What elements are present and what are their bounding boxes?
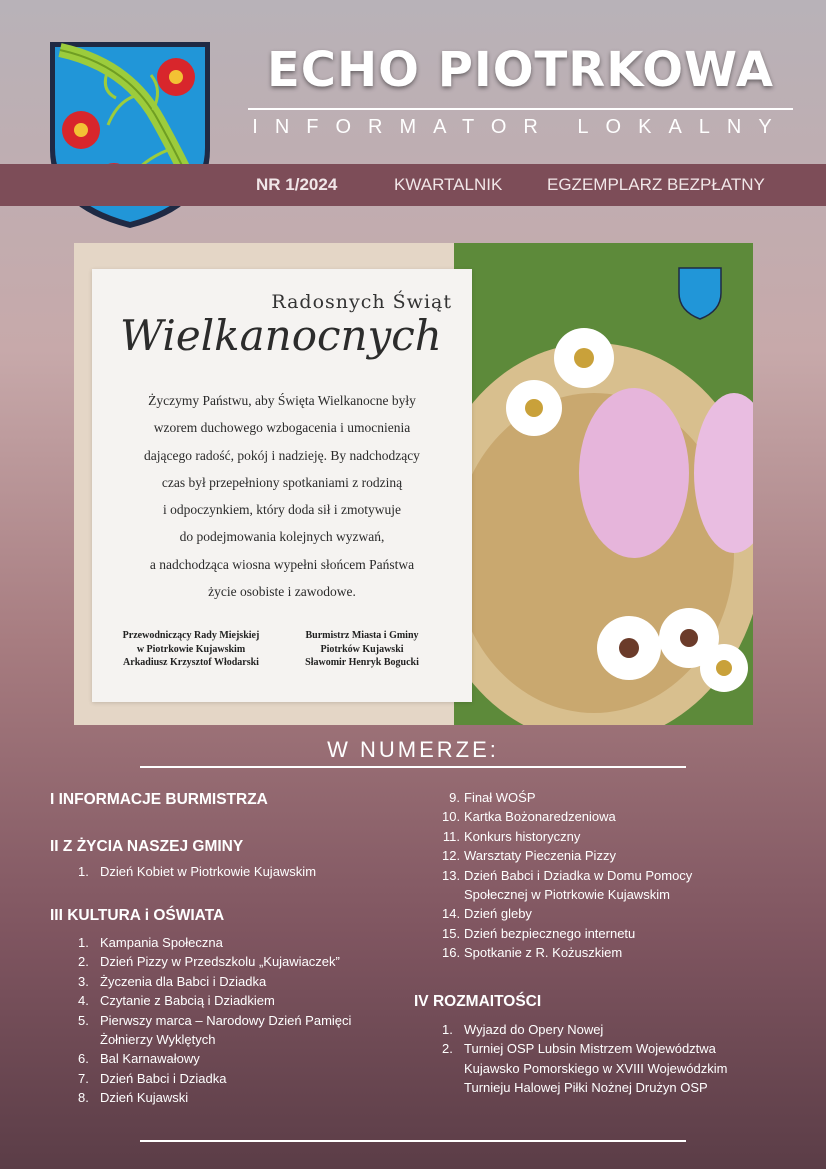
list-item: 4. Czytanie z Babcią i Dziadkiem [78, 993, 275, 1009]
greeting-line: życie osobiste i zawodowe. [208, 584, 356, 600]
contents-list [442, 788, 692, 963]
list-item: 7. Dzień Babci i Dziadka [78, 1070, 227, 1086]
list-item: 14. Dzień gleby [442, 906, 532, 922]
list-item: 13. Dzień Babci i Dziadka w Domu Pomocy [442, 867, 693, 883]
signature-line: Piotrków Kujawski [320, 643, 404, 655]
section-heading: I INFORMACJE BURMISTRZA [50, 791, 268, 808]
list-item: 1. Dzień Kobiet w Piotrkowie Kujawskim [78, 864, 317, 879]
list-item: 8. Dzień Kujawski [78, 1090, 189, 1106]
signature-line: Arkadiusz Krzysztof Włodarski [123, 657, 259, 669]
greeting-line: a nadchodząca wiosna wypełni słońcem Państwa [149, 556, 415, 572]
greeting-line: wzorem duchowego wzbogacenia i umocnienia [153, 420, 411, 436]
signature-line: Burmistrz Miasta i Gminy [305, 630, 419, 641]
contents-divider [140, 766, 686, 768]
issue-number: NR 1/2024 [256, 175, 338, 194]
issue-band [0, 164, 826, 206]
list-item: 5. Pierwszy marca – Narodowy Dzień Pamięci [78, 1012, 352, 1028]
masthead-subtitle: INFORMATOR LOKALNY [252, 116, 789, 138]
greeting-heading-small: Radosnych Świąt [271, 291, 452, 313]
greeting-line: Życzymy Państwu, aby Święta Wielkanocne były [148, 393, 416, 408]
greeting-heading-script: Wielkanocnych [120, 311, 442, 360]
list-item: 3. Życzenia dla Babci i Dziadka [78, 973, 267, 989]
list-item: 2. Turniej OSP Lubsin Mistrzem Województwa [442, 1041, 716, 1057]
list-item-continuation: Kujawsko Pomorskiego w XVIII Wojewódzkim [464, 1060, 728, 1076]
list-item: 12. Warsztaty Pieczenia Pizzy [442, 848, 616, 864]
greeting-text [112, 387, 452, 605]
section-heading: IV ROZMAITOŚCI [414, 993, 542, 1010]
section-heading: II Z ŻYCIA NASZEJ GMINY [50, 838, 244, 855]
bottom-divider [140, 1140, 686, 1142]
list-item-continuation: Żołnierzy Wyklętych [100, 1032, 216, 1048]
issue-frequency: KWARTALNIK [394, 175, 503, 194]
list-item: 1. Wyjazd do Opery Nowej [442, 1022, 604, 1037]
signature-council-chair [116, 629, 266, 670]
contents-heading: W NUMERZE: [327, 737, 499, 762]
greeting-line: do podejmowania kolejnych wyzwań, [179, 529, 385, 545]
list-item: 9. Finał WOŚP [449, 790, 536, 805]
list-item: 15. Dzień bezpiecznego internetu [442, 925, 636, 941]
contents-list [78, 862, 316, 881]
greeting-line: dającego radość, pokój i nadzieję. By nadchodzący [144, 447, 420, 463]
list-item: 1. Kampania Społeczna [78, 935, 223, 950]
list-item: 16. Spotkanie z R. Kożuszkiem [442, 945, 623, 961]
title-divider [248, 108, 793, 110]
list-item-continuation: Społecznej w Piotrkowie Kujawskim [464, 887, 670, 903]
masthead-title: ECHO PIOTRKOWA [266, 42, 775, 98]
contents-list [78, 933, 351, 1108]
contents-list [442, 1020, 727, 1098]
signature-line: Przewodniczący Rady Miejskiej [122, 630, 260, 641]
easter-greeting-card [92, 269, 472, 702]
signature-line: Sławomir Henryk Bogucki [305, 657, 419, 669]
list-item: 2. Dzień Pizzy w Przedszkolu „Kujawiaczek” [78, 954, 340, 970]
signature-mayor [292, 629, 432, 670]
signature-line: w Piotrkowie Kujawskim [136, 643, 246, 655]
list-item: 11. Konkurs historyczny [442, 828, 581, 844]
greeting-line: i odpoczynkiem, który doda sił i zmotywuje [162, 502, 402, 518]
greeting-line: czas był przepełniony spotkaniami z rodziną [161, 474, 403, 490]
list-item-continuation: Turnieju Halowej Piłki Nożnej Drużyn OSP [464, 1080, 708, 1096]
section-heading: III KULTURA i OŚWIATA [50, 907, 225, 924]
free-copy-note: EGZEMPLARZ BEZPŁATNY [547, 175, 765, 194]
list-item: 6. Bal Karnawałowy [78, 1051, 200, 1067]
list-item: 10. Kartka Bożonaredzeniowa [442, 809, 616, 825]
